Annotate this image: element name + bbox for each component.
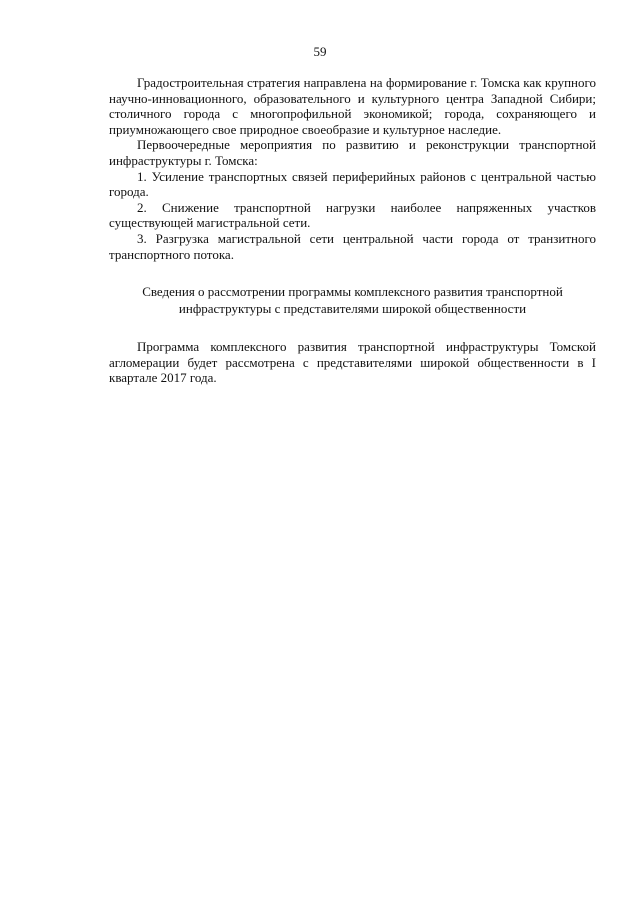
spacer bbox=[109, 317, 596, 339]
page-number: 59 bbox=[313, 44, 327, 59]
list-item-2: 2. Снижение транспортной нагрузки наиболее напряженных участков существующей магистральной сети. bbox=[109, 199, 596, 231]
section-heading bbox=[109, 284, 596, 317]
list-item-3: 3. Разгрузка магистральной сети центральной части города от транзитного транспортного потока. bbox=[109, 230, 596, 262]
paragraph-public-review: Программа комплексного развития транспортной инфраструктуры Томской агломерации будет рассмотрена с представителями широкой общественности в I квартале 2017 года. bbox=[109, 339, 596, 386]
section-heading-line-1: Сведения о рассмотрении программы комплексного развития транспортной bbox=[142, 284, 563, 300]
list-item-1: 1. Усиление транспортных связей периферийных районов с центральной частью города. bbox=[109, 168, 596, 200]
section-heading-line-2: инфраструктуры с представителями широкой общественности bbox=[178, 300, 527, 316]
page-content bbox=[109, 75, 596, 386]
paragraph-strategy: Градостроительная стратегия направлена на формирование г. Томска как крупного научно-инновационного, образовательного и культурного центра Западной Сибири; столичного города с многопрофильной экономикой; города, сохраняющего и приумножающего свое природное своеобразие и культурное наследие. bbox=[109, 75, 596, 137]
paragraph-priority-measures: Первоочередные мероприятия по развитию и реконструкции транспортной инфраструктуры г. Томска: bbox=[109, 137, 596, 168]
